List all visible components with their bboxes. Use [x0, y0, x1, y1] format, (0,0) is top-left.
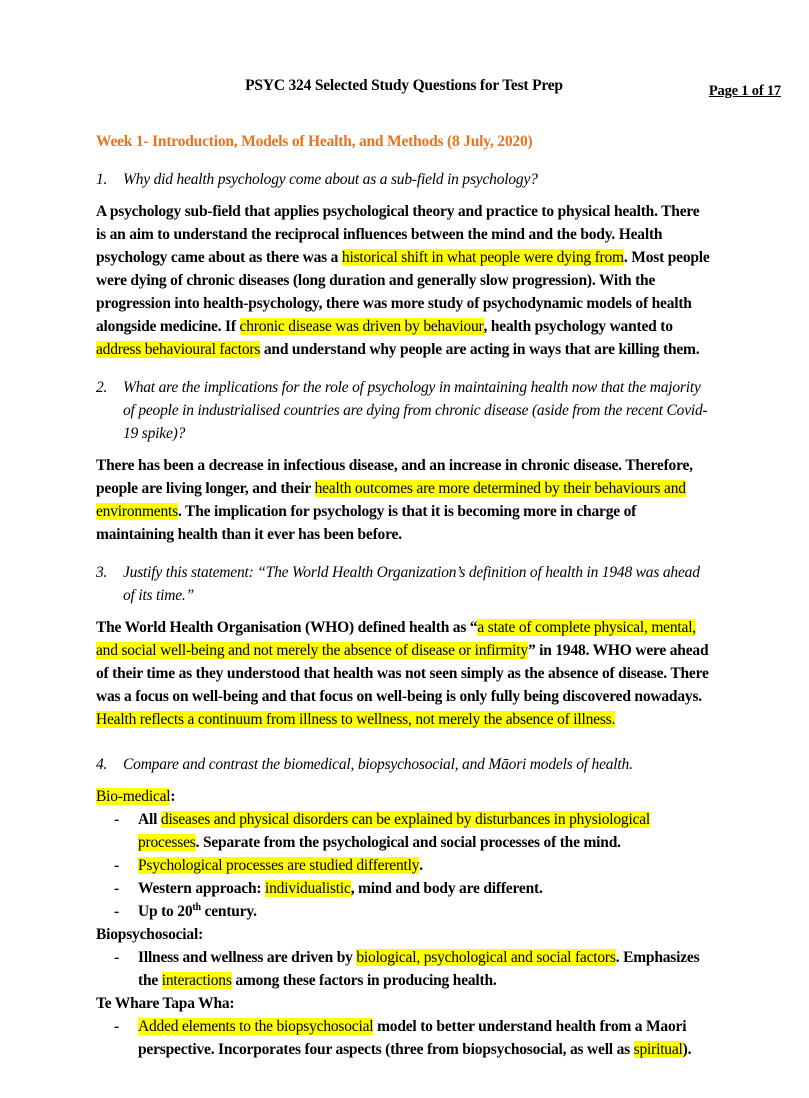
- text-segment: ).: [682, 1041, 692, 1058]
- text-segment: among these factors in producing health.: [231, 972, 497, 989]
- bullet-text: [138, 880, 543, 897]
- text-segment: . Emphasizes the: [138, 949, 700, 989]
- answer-paragraph-1: [96, 200, 712, 361]
- text-segment: Compare and contrast the biomedical, biopsychosocial, and Māori models of health.: [123, 756, 633, 773]
- highlighted-text: spiritual: [633, 1041, 683, 1058]
- highlighted-text: Bio-medical: [96, 788, 171, 805]
- text-segment: and understand why people are acting in ways that are killing them.: [260, 341, 700, 358]
- bullet-item: [96, 1015, 712, 1061]
- text-segment: A psychology sub-field that applies psychological theory and practice to physical health. There is an aim to understand the reciprocal influences between the mind and the body. Health psychology came about as there was a: [96, 203, 700, 266]
- question-1: [96, 168, 712, 191]
- text-segment: Te Whare Tapa Wha:: [96, 995, 235, 1012]
- question-2: [96, 376, 712, 445]
- text-segment: Illness and wellness are driven by: [138, 949, 357, 966]
- bullet-marker: -: [114, 857, 119, 874]
- bullet-text: [138, 949, 699, 989]
- highlighted-text: biological, psychological and social factors: [356, 949, 616, 966]
- highlighted-text: a state of complete physical, mental, and social well-being and not merely the absence of disease or infirmity: [96, 619, 696, 659]
- highlighted-text: chronic disease was driven by behaviour: [239, 318, 484, 335]
- bullet-marker: -: [114, 811, 119, 828]
- text-segment: What are the implications for the role of psychology in maintaining health now that the majority of people in industrialised countries are dying from chronic disease (aside from the recent Covid-19 spike)?: [123, 379, 708, 442]
- highlighted-text: historical shift in what people were dying from: [341, 249, 624, 266]
- text-segment: . The implication for psychology is that it is becoming more in charge of maintaining health than it ever has been before.: [96, 503, 637, 543]
- text-segment: The World Health Organisation (WHO) defined health as “: [96, 619, 478, 636]
- bullet-item: [96, 877, 712, 900]
- text-segment: Biopsychosocial:: [96, 926, 204, 943]
- bullet-text: [138, 811, 650, 851]
- question-4: [96, 753, 712, 776]
- text-segment: Western approach:: [138, 880, 265, 897]
- bullet-item: [96, 946, 712, 992]
- text-segment: , health psychology wanted to: [483, 318, 673, 335]
- section-label-biopsychosocial: [96, 923, 712, 946]
- highlighted-text: Added elements to the biopsychosocial: [138, 1018, 374, 1035]
- page-indicator: Page 1 of 17: [708, 83, 781, 99]
- question-text: [123, 376, 712, 445]
- text-segment: . Most people were dying of chronic diseases (long duration and generally slow progression). With the progression into health-psychology, there was more study of psychodynamic models of health alongside medicine. If: [96, 249, 710, 335]
- text-segment: :: [170, 788, 176, 805]
- text-segment: . Separate from the psychological and social processes of the mind.: [195, 834, 621, 851]
- question-3: [96, 561, 712, 607]
- text-segment: There has been a decrease in infectious disease, and an increase in chronic disease. Therefore, people are living longer, and their: [96, 457, 693, 497]
- superscript-text: th: [192, 901, 201, 913]
- document-title: PSYC 324 Selected Study Questions for Test Prep: [245, 77, 563, 94]
- bullet-marker: -: [114, 880, 119, 897]
- bullet-text: [138, 1018, 691, 1058]
- text-segment: Why did health psychology come about as a sub-field in psychology?: [123, 171, 538, 188]
- bullet-marker: -: [114, 903, 119, 920]
- bullet-item: [96, 900, 712, 923]
- section-label-te-whare-tapa-wha: [96, 992, 712, 1015]
- highlighted-text: interactions: [161, 972, 232, 989]
- text-segment: , mind and body are different.: [350, 880, 543, 897]
- text-segment: Up to 20: [138, 903, 193, 920]
- text-segment: model to better understand health from a Maori perspective. Incorporates four aspects (three from biopsychosocial, as well as: [138, 1018, 687, 1058]
- bullet-marker: -: [114, 949, 119, 966]
- bullet-text: [138, 903, 257, 920]
- answer-paragraph-3: [96, 616, 712, 731]
- question-number: 4.: [96, 756, 108, 773]
- document-page: [0, 74, 809, 1098]
- question-number: 3.: [96, 564, 108, 581]
- bullet-marker: -: [114, 1018, 119, 1035]
- week-heading: Week 1- Introduction, Models of Health, and Methods (8 July, 2020): [96, 133, 533, 150]
- section-label-biomedical: [96, 785, 712, 808]
- text-segment: century.: [200, 903, 257, 920]
- bullet-item: [96, 808, 712, 854]
- highlighted-text: health outcomes are more determined by their behaviours and environments: [96, 480, 686, 520]
- bullet-text: [138, 857, 423, 874]
- question-number: 1.: [96, 171, 108, 188]
- highlighted-text: Psychological processes are studied differently: [138, 857, 420, 874]
- highlighted-text: individualistic: [265, 880, 351, 897]
- question-text: [123, 753, 712, 776]
- bullet-item: [96, 854, 712, 877]
- question-number: 2.: [96, 379, 108, 396]
- text-segment: Justify this statement: “The World Health Organization’s definition of health in 1948 was ahead of its time.”: [123, 564, 700, 604]
- question-text: [123, 561, 712, 607]
- answer-paragraph-2: [96, 454, 712, 546]
- question-text: [123, 168, 712, 191]
- text-segment: All: [138, 811, 161, 828]
- highlighted-text: address behavioural factors: [96, 341, 261, 358]
- highlighted-text: Health reflects a continuum from illness to wellness, not merely the absence of illness.: [96, 711, 616, 728]
- highlighted-text: diseases and physical disorders can be explained by disturbances in physiological processes: [138, 811, 651, 851]
- text-segment: .: [419, 857, 423, 874]
- text-segment: ” in 1948. WHO were ahead of their time as they understood that health was not seen simply as the absence of disease. There was a focus on well-being and that focus on well-being is only fully being discovered nowadays.: [96, 642, 709, 705]
